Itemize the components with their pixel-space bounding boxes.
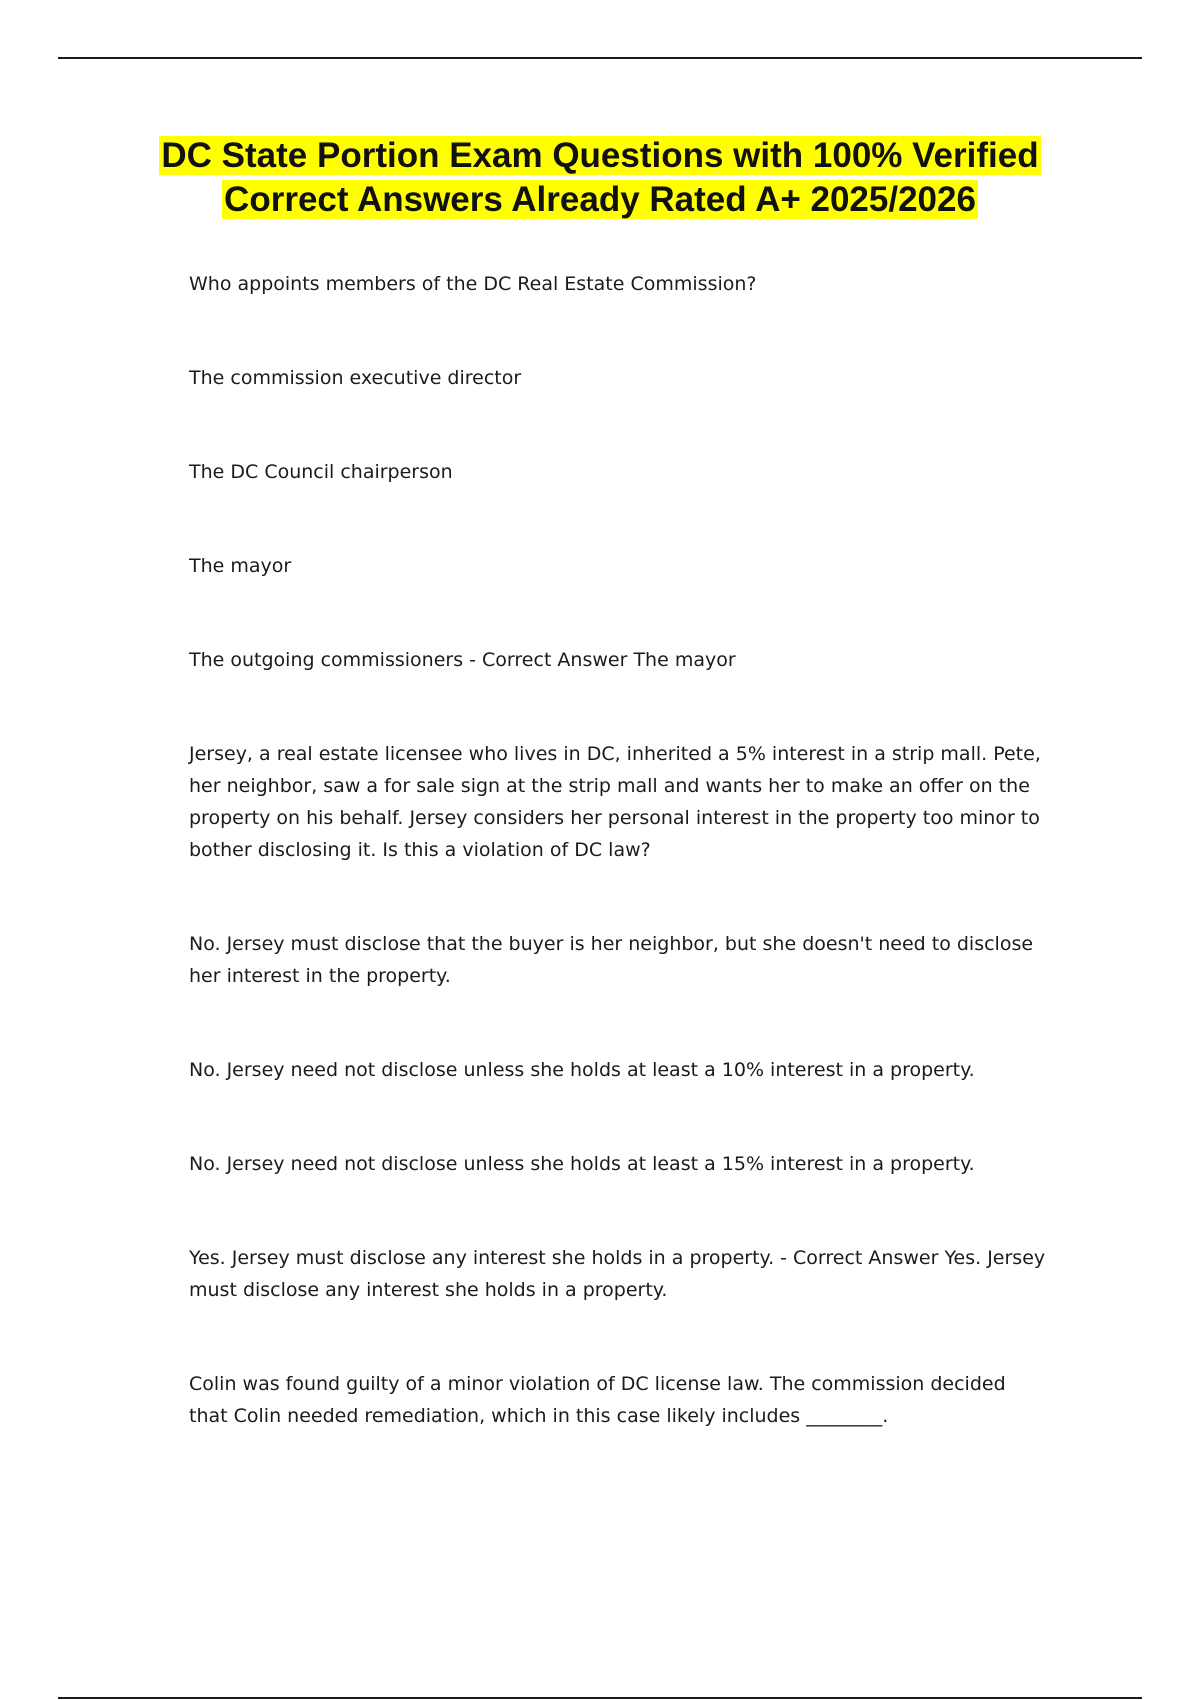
question-1-option-2: The DC Council chairperson xyxy=(189,461,453,483)
question-1-option-4-answer: The outgoing commissioners - Correct Answer The mayor xyxy=(189,649,736,671)
page-bottom-rule xyxy=(58,1697,1142,1699)
question-3: Colin was found guilty of a minor violation of DC license law. The commission decided that Colin needed remediation, which in this case likely includes ________. xyxy=(189,1373,1006,1427)
question-2: Jersey, a real estate licensee who lives in DC, inherited a 5% interest in a strip mall. Pete, her neighbor, saw a for sale sign at the strip mall and wants her to make an offer on the property on his behalf. Jersey considers her personal interest in the property too minor to bother disclosing it. Is this a violation of DC law? xyxy=(189,743,1041,861)
document-body xyxy=(189,268,1049,1432)
question-2-option-3: No. Jersey need not disclose unless she holds at least a 15% interest in a property. xyxy=(189,1153,975,1175)
page-top-rule xyxy=(58,57,1142,59)
question-2-option-1: No. Jersey must disclose that the buyer is her neighbor, but she doesn't need to disclose her interest in the property. xyxy=(189,933,1034,987)
question-2-option-2: No. Jersey need not disclose unless she holds at least a 10% interest in a property. xyxy=(189,1059,975,1081)
question-1: Who appoints members of the DC Real Estate Commission? xyxy=(189,273,757,295)
document-title xyxy=(150,134,1050,222)
question-2-option-4-answer: Yes. Jersey must disclose any interest she holds in a property. - Correct Answer Yes. Jersey must disclose any interest she holds in a property. xyxy=(189,1247,1046,1301)
title-highlight: DC State Portion Exam Questions with 100% Verified Correct Answers Already Rated A+ 2025/2026 xyxy=(161,136,1039,219)
question-1-option-1: The commission executive director xyxy=(189,367,522,389)
question-1-option-3: The mayor xyxy=(189,555,292,577)
document-title-block xyxy=(150,134,1050,222)
